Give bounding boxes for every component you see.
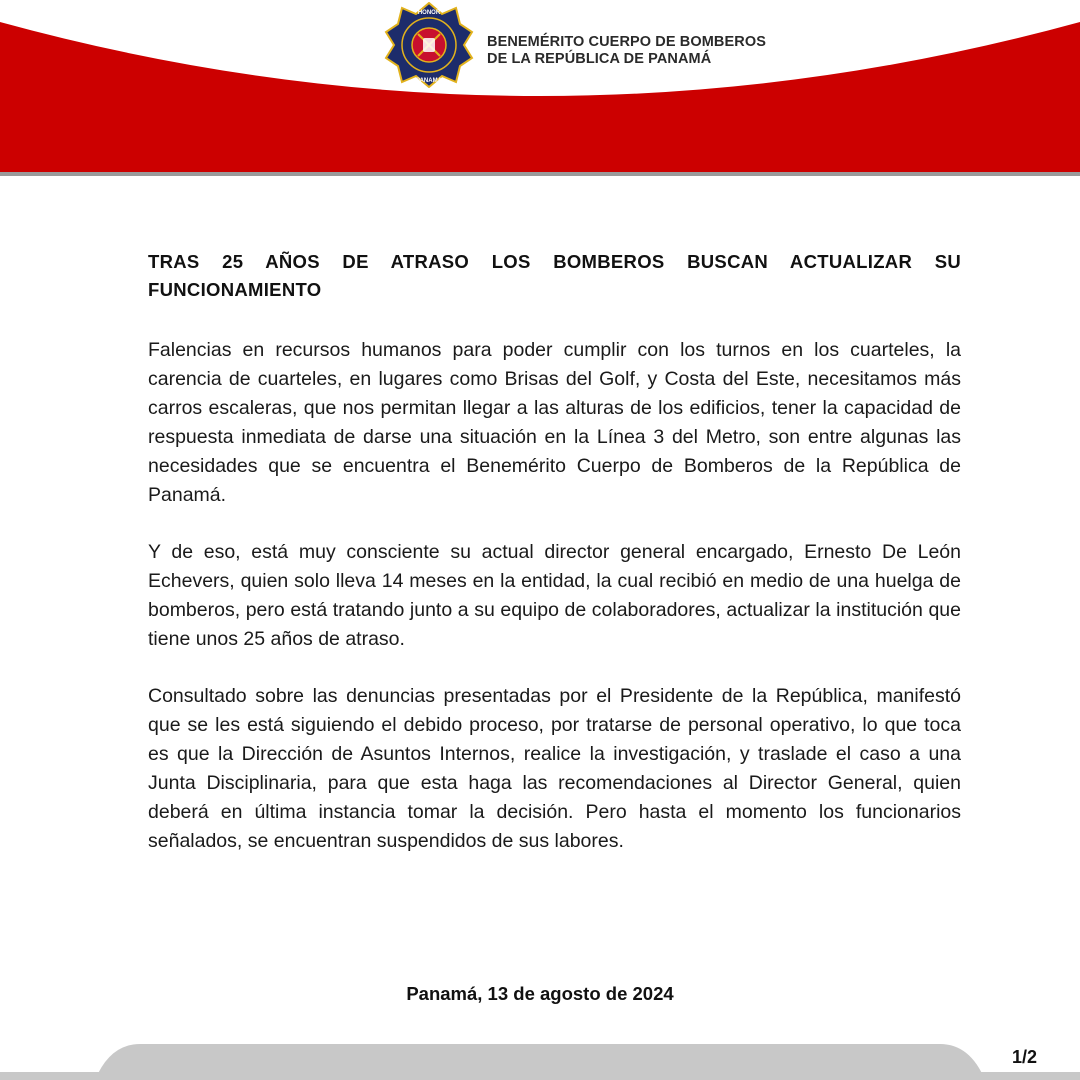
dateline: Panamá, 13 de agosto de 2024 xyxy=(406,983,674,1004)
org-name-line1: BENEMÉRITO CUERPO DE BOMBEROS xyxy=(487,34,766,50)
organization-name xyxy=(487,34,766,68)
firefighter-badge-icon xyxy=(384,2,474,88)
footer-bar xyxy=(0,1040,1080,1080)
org-name-line2: DE LA REPÚBLICA DE PANAMÁ xyxy=(487,51,712,67)
logo-bottom-text: PANAMA xyxy=(416,78,442,84)
header-banner xyxy=(0,0,1080,180)
paragraph-1: Falencias en recursos humanos para poder cumplir con los turnos en los cuarteles, la carencia de cuarteles, en lugares como Brisas del Golf, y Costa del Este, necesitamos más carros escaleras, que nos permitan llegar a las alturas de los edificios, tener la capacidad de respuesta inmediata de darse una situación en la Línea 3 del Metro, son entre algunas las necesidades que se encuentra el Benemérito Cuerpo de Bomberos de la República de Panamá. xyxy=(148,339,961,506)
article-body xyxy=(148,248,961,884)
paragraph-2: Y de eso, está muy consciente su actual director general encargado, Ernesto De León Echevers, quien solo lleva 14 meses en la entidad, la cual recibió en medio de una huelga de bomberos, pero está tratando junto a su equipo de colaboradores, actualizar la institución que tiene unos 25 años de atraso. xyxy=(148,541,961,650)
logo-top-text: HONOR xyxy=(417,10,441,16)
page-number: 1/2 xyxy=(1012,1047,1038,1067)
paragraph-3: Consultado sobre las denuncias presentadas por el Presidente de la República, manifestó que se les está siguiendo el debido proceso, por tratarse de personal operativo, lo que toca es que la Dirección de Asuntos Internos, realice la investigación, y traslade el caso a una Junta Disciplinaria, para que esta haga las recomendaciones al Director General, quien deberá en última instancia tomar la decisión. Pero hasta el momento los funcionarios señalados, se encuentran suspendidos de sus labores. xyxy=(148,685,961,852)
article-headline: TRAS 25 AÑOS DE ATRASO LOS BOMBEROS BUSCAN ACTUALIZAR SU FUNCIONAMIENTO xyxy=(148,251,961,300)
